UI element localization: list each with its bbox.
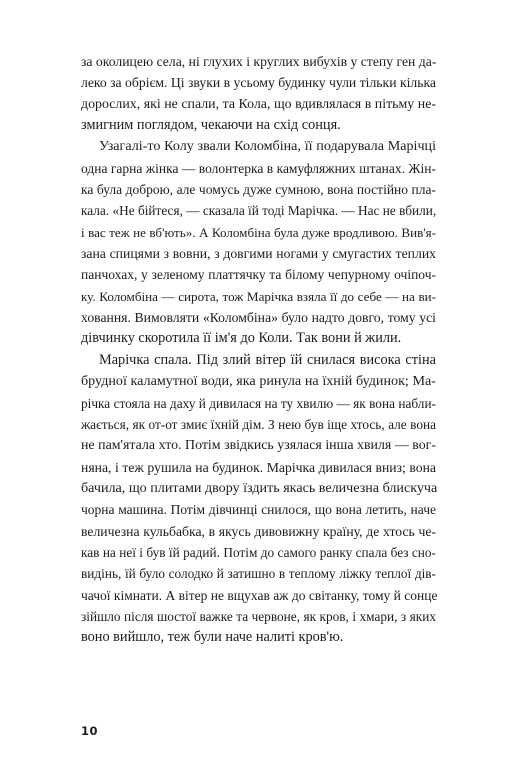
text-line: за околицею села, ні глухих і круглих вибухів у степу ген да- [81, 54, 437, 69]
text-line: зана спицями з вовни, з довгими ногами у смугастих теплих [81, 246, 436, 262]
text-line: дівчинку скоротила її ім'я до Коли. Так вони й жили. [81, 330, 402, 347]
text-line: чачої кімнати. А вітер не вщухав аж до світанку, тому й сонце [81, 587, 438, 603]
paragraph-3 [81, 350, 436, 649]
text-line: змигним поглядом, чекаючи на схід сонця. [81, 117, 341, 134]
text-line: дорослих, які не спали, та Кола, що вдивлялася в пітьму не- [81, 96, 436, 112]
text-line: леко за обрієм. Ці звуки в усьому будинку чули тільки кілька [81, 75, 436, 91]
text-line: і вас теж не вб'ють». А Коломбіна була дуже вродливою. Вив'я- [81, 224, 436, 240]
text-line: Узагалі-то Колу звали Коломбіна, її подарувала Марічці [99, 138, 436, 155]
text-line: величезна кульбабка, в якусь дивовижну країну, де хтось че- [81, 523, 436, 539]
text-line: кав на неї і був їй радий. Потім до самого ранку спала без сно- [81, 544, 436, 560]
text-line: ка була доброю, але чомусь дуже сумною, вона постійно пла- [81, 182, 436, 198]
text-line: ховання. Вимовляти «Коломбіна» було надто довго, тому усі [81, 310, 436, 326]
text-line: зійшло після шостої важке та червоне, як кров, і хмари, з яких [81, 608, 436, 624]
text-line: Марічка спала. Під злий вітер їй снилася висока стіна [99, 351, 436, 368]
text-line: річка стояла на даху й дивилася на ту хвилю — як вона набли- [81, 395, 436, 411]
text-line: няна, і теж рушила на будинок. Марічка дивилася вниз; вона [81, 459, 436, 475]
text-line: одна гарна жінка — волонтерка в камуфляжних штанах. Жін- [81, 160, 436, 176]
text-line: панчохах, у зеленому платтячку та білому чепурному очіпоч- [81, 267, 436, 283]
text-line: воно вийшло, теж були наче налиті кров'ю. [81, 629, 344, 646]
text-line: видінь, їй було солодко й затишно в теплому ліжку теплої дів- [81, 566, 436, 582]
text-line: не пам'ятала хто. Потім звідкись узялася інша хвиля — вог- [81, 438, 436, 454]
text-line: брудної каламутної води, яка ринула на їхній будинок; Ма- [81, 373, 436, 390]
text-line: чорна машина. Потім дівчинці снилося, що вона летить, наче [81, 502, 436, 518]
body-text [81, 51, 436, 649]
text-line: кала. «Не бійтеся, — сказала їй тоді Марічка. — Нас не вбили, [81, 203, 437, 219]
text-line: бачила, що плитами двору їздить якась величезна блискуча [81, 479, 438, 496]
text-line: жається, як от-от змиє їхній дім. З нею був іще хтось, але вона [81, 416, 436, 432]
text-line: ку. Коломбіна — сирота, тож Марічка взяла її до себе — на ви- [81, 288, 436, 304]
page-number: 10 [81, 724, 99, 738]
paragraph-1 [81, 51, 436, 136]
paragraph-2 [81, 136, 436, 349]
